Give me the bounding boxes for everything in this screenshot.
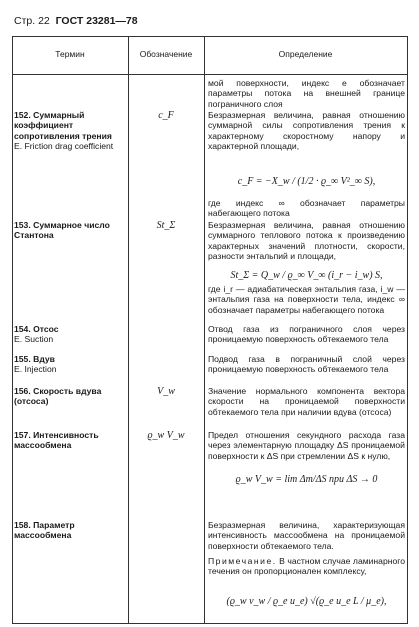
term-ru: 155. Вдув	[14, 354, 55, 364]
term-ru: 152. Суммарный коэффициент сопротивления трения	[14, 110, 112, 141]
term-158	[14, 520, 126, 541]
formula-157: ϱ_w V_w = lim Δm/ΔS при ΔS → 0	[235, 474, 378, 485]
column-divider-1	[128, 36, 129, 624]
term-154	[14, 324, 126, 345]
continued-definition: мой поверхности, индекс e обозначает параметры потока на внешней границе пограничного слоя	[208, 78, 405, 109]
header-bottom-rule	[12, 74, 408, 75]
term-ru: 157. Интенсивность массообмена	[14, 430, 99, 451]
term-ru: 156. Скорость вдува (отсоса)	[14, 386, 102, 407]
symbol-157	[130, 430, 202, 441]
table-bottom-rule	[12, 623, 408, 624]
symbol-text: c_F	[158, 110, 174, 121]
definition-152: Безразмерная величина, равная отношению суммарной силы сопротивления трения к характерному скоростному напору и характерной площади,	[208, 110, 405, 151]
note-label: Примечание.	[208, 556, 277, 566]
definition-152-note: где индекс ∞ обозначает параметры набегающего потока	[208, 198, 405, 219]
symbol-text: ϱ_w V_w	[147, 430, 185, 441]
formula-152: c_F = −X_w / (1/2 · ϱ_∞ V²_∞ S),	[237, 176, 376, 187]
definition-153: Безразмерная величина, равная отношению суммарного теплового потока к произведению характерных значений плотности, скорости, разности энтальпий и площади,	[208, 220, 405, 261]
symbol-153	[130, 220, 202, 231]
definition-153-note: где i_r — адиабатическая энтальпия газа, i_w — энтальпия газа на поверхности тела, индекс ∞ обозначает параметры набегающего потока	[208, 284, 405, 315]
page-number: Стр. 22	[14, 15, 50, 27]
column-header-definition: Определение	[278, 49, 333, 59]
term-155	[14, 354, 126, 375]
table-left-rule	[12, 36, 13, 624]
symbol-text: V_w	[157, 386, 175, 397]
definition-156: Значение нормального компонента вектора скорости на проницаемой поверхности обтекаемого тела при наличии вдува (отсоса)	[208, 386, 405, 417]
term-ru: 158. Параметр массообмена	[14, 520, 75, 541]
definition-158: Безразмерная величина, характеризующая интенсивность массообмена на проницаемой поверхности обтекаемого тела.	[208, 520, 405, 551]
table-top-rule	[12, 36, 408, 37]
symbol-text: St_Σ	[156, 220, 176, 231]
term-153	[14, 220, 126, 241]
terms-table	[12, 36, 408, 624]
symbol-156	[130, 386, 202, 397]
column-header-term: Термин	[55, 49, 85, 59]
term-ru: 154. Отсос	[14, 324, 59, 334]
term-en: E. Friction drag coefficient	[14, 140, 114, 151]
term-ru: 153. Суммарное число Стантона	[14, 220, 110, 241]
term-156	[14, 386, 126, 407]
definition-154: Отвод газа из пограничного слоя через проницаемую поверхность обтекаемого тела	[208, 324, 405, 345]
column-divider-2	[204, 36, 205, 624]
definition-155: Подвод газа в пограничный слой через проницаемую поверхность обтекаемого тела	[208, 354, 405, 375]
formula-153: St_Σ = Q_w / ϱ_∞ V_∞ (i_r − i_w) S,	[230, 270, 383, 281]
definition-158-note	[208, 556, 405, 577]
term-152	[14, 110, 126, 151]
symbol-152	[130, 110, 202, 121]
page-header	[14, 15, 138, 27]
note-text: В частном случае ламинарного течения он пропорционален комплексу,	[208, 556, 405, 577]
term-en: E. Suction	[14, 334, 54, 345]
term-157	[14, 430, 126, 451]
column-header-symbol: Обозначение	[139, 49, 193, 59]
term-en: E. Injection	[14, 364, 57, 375]
table-right-rule	[407, 36, 408, 624]
standard-number: ГОСТ 23281—78	[55, 15, 138, 27]
definition-157: Предел отношения секундного расхода газа через элементарную площадку ΔS проницаемой поверхности к ΔS при стремлении ΔS к нулю,	[208, 430, 405, 461]
formula-158: (ϱ_w v_w / ϱ_e u_e) √(ϱ_e u_e L / μ_e),	[226, 596, 387, 607]
